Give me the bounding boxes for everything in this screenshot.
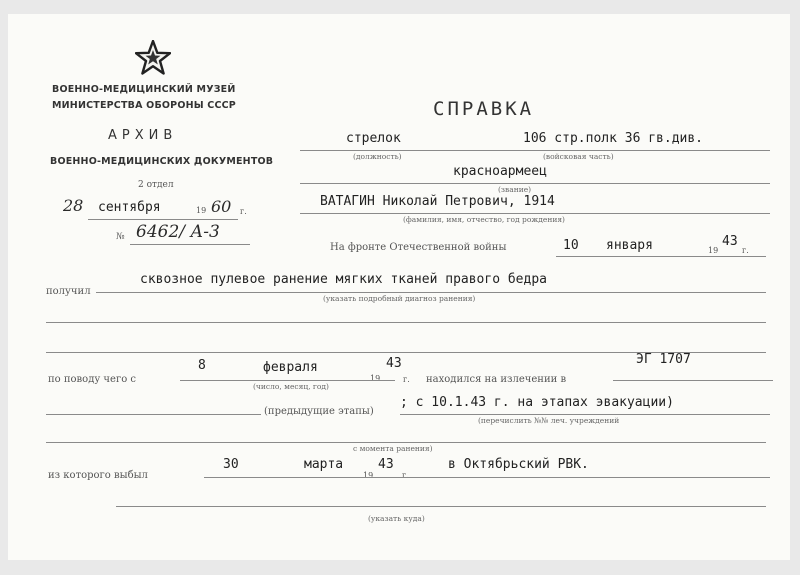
unit-value: 106 стр.полк 36 гв.див.: [523, 131, 704, 146]
archive-number-underline: [130, 244, 250, 245]
treatment-label: по поводу чего с: [48, 374, 136, 385]
previous-leading-line: [46, 414, 261, 415]
received-label: получил: [46, 286, 91, 297]
discharge-month: марта: [304, 457, 344, 472]
discharge-day: 30: [223, 457, 239, 472]
museum-name-line2: МИНИСТЕРСТВА ОБОРОНЫ СССР: [52, 100, 236, 111]
wound-year-prefix: 19: [708, 246, 719, 255]
hospital-value: ЭГ 1707: [636, 352, 691, 367]
archive-number-value: 6462/ А-3: [136, 222, 220, 242]
row4-underline: [556, 256, 766, 257]
position-caption: (должность): [353, 152, 402, 161]
archive-label: АРХИВ: [108, 128, 178, 143]
wound-month: января: [606, 238, 653, 253]
treatment-date-caption: (число, месяц, год): [253, 382, 329, 391]
department-label: 2 отдел: [138, 180, 174, 190]
diagnosis-caption: (указать подробный диагноз ранения): [323, 294, 476, 303]
museum-name-line1: ВОЕННО-МЕДИЦИНСКИЙ МУЗЕЙ: [52, 84, 236, 95]
hospital-underline: [613, 380, 773, 381]
certificate-sheet: [8, 14, 790, 560]
discharge-label: из которого выбыл: [48, 470, 148, 481]
treatment-day: 8: [198, 358, 206, 373]
document-title: СПРАВКА: [433, 98, 535, 120]
treatment-year: 43: [386, 356, 402, 371]
position-value: стрелок: [346, 131, 401, 146]
name-value: ВАТАГИН Николай Петрович, 1914: [320, 194, 555, 209]
treatment-month: февраля: [263, 360, 318, 375]
front-label: На фронте Отечественной войны: [330, 242, 507, 253]
archive-number-label: №: [116, 232, 125, 242]
blank-line-1: [46, 322, 766, 323]
archive-date-day: 28: [63, 196, 84, 215]
archive-date-year-prefix: 19: [196, 206, 207, 215]
unit-caption: (войсковая часть): [543, 152, 614, 161]
treatment-suffix: г.: [403, 375, 410, 384]
hospital-label: находился на излечении в: [426, 374, 567, 385]
destination-caption: (указать куда): [368, 514, 425, 523]
archive-date-year: 60: [211, 197, 232, 216]
wound-year: 43: [722, 234, 738, 249]
previous-label: (предыдущие этапы): [264, 406, 374, 417]
rank-value: красноармеец: [453, 164, 547, 179]
destination-value: в Октябрьский РВК.: [448, 457, 589, 472]
wound-day: 10: [563, 238, 579, 253]
diagnosis-value: сквозное пулевое ранение мягких тканей правого бедра: [140, 272, 547, 287]
discharge-underline: [204, 477, 770, 478]
discharge-year-prefix: 19: [363, 471, 374, 480]
discharge-suffix: г.: [402, 471, 409, 480]
archive-subtitle: ВОЕННО-МЕДИЦИНСКИХ ДОКУМЕНТОВ: [50, 156, 274, 167]
previous-underline: [400, 414, 770, 415]
row5-underline: [96, 292, 766, 293]
previous-value: ; с 10.1.43 г. на этапах эвакуации): [400, 395, 674, 410]
archive-date-month: сентября: [98, 200, 161, 215]
row1-underline: [300, 150, 770, 151]
previous-caption: (перечислить №№ леч. учреждений: [478, 416, 620, 425]
row2-underline: [300, 183, 770, 184]
rank-caption: (звание): [498, 185, 532, 194]
wound-year-suffix: г.: [742, 246, 749, 255]
row3-underline: [300, 213, 770, 214]
blank-line-4: [116, 506, 766, 507]
treatment-year-prefix: 19: [370, 374, 381, 383]
since-injury-caption: с момента ранения): [353, 444, 433, 453]
discharge-year: 43: [378, 457, 394, 472]
red-star-emblem-icon: [135, 40, 171, 76]
treatment-date-underline: [180, 380, 395, 381]
blank-line-3: [46, 442, 766, 443]
archive-date-suffix: г.: [240, 207, 247, 216]
name-caption: (фамилия, имя, отчество, год рождения): [403, 215, 565, 224]
archive-date-underline: [88, 219, 238, 220]
